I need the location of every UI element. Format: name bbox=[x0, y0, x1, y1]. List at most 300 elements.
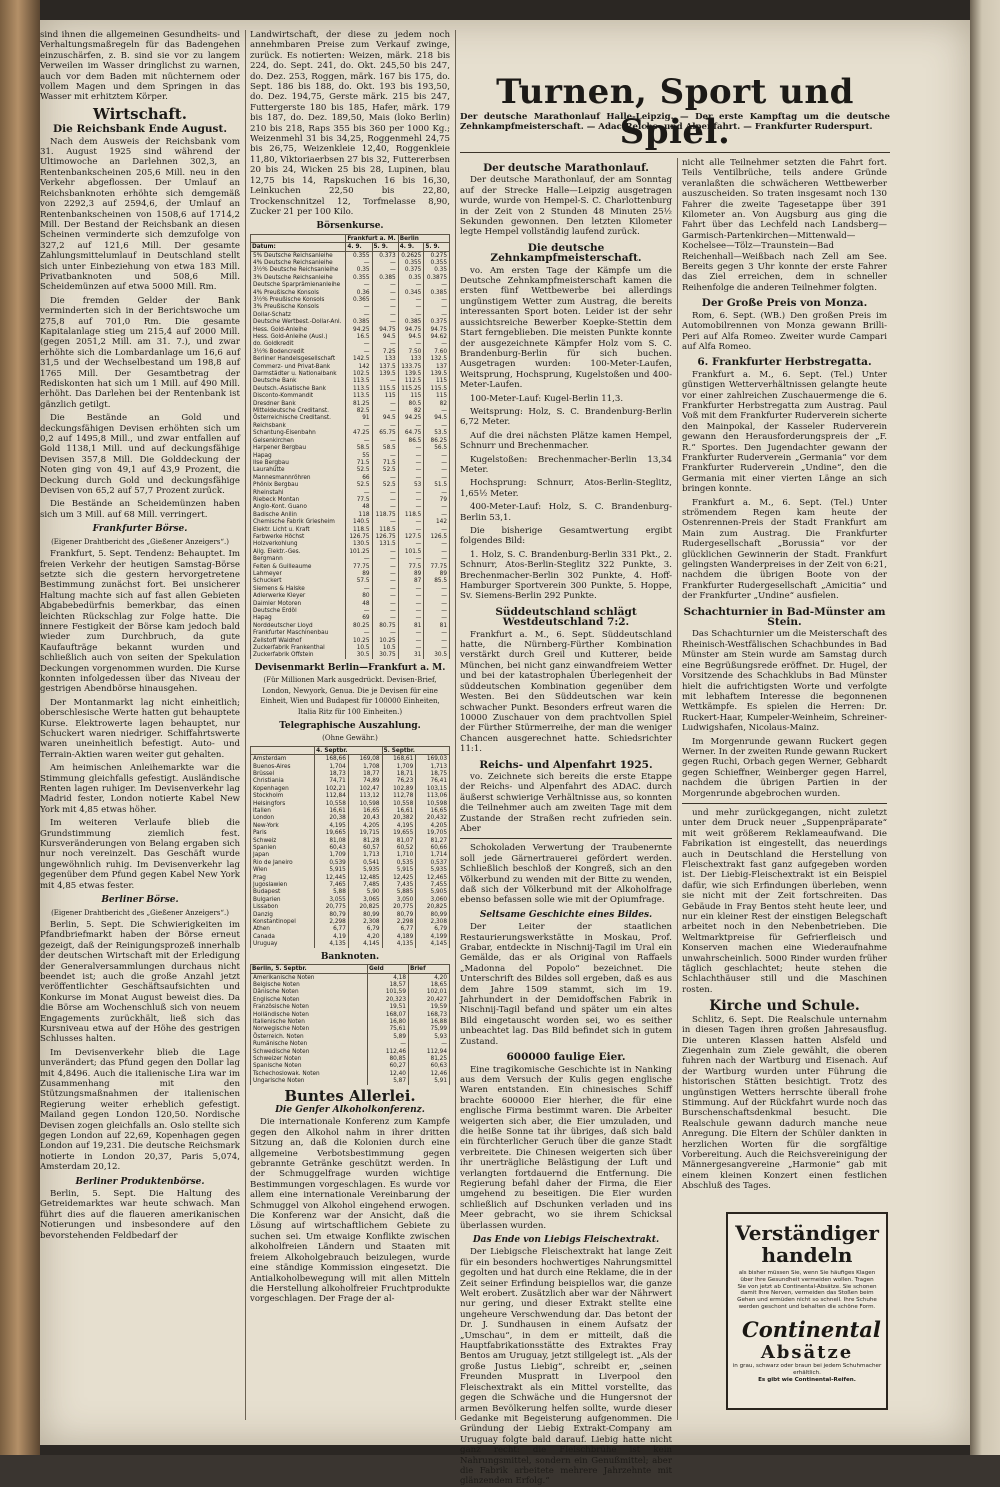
row-value: 132.5 bbox=[424, 355, 450, 362]
row-value: 102,21 bbox=[315, 785, 349, 792]
row-value: 137.5 bbox=[372, 363, 398, 370]
row-label: Uruguay bbox=[251, 940, 315, 947]
row-value: — bbox=[398, 496, 424, 503]
paragraph: Frankfurt a. M., 6. Sept. (Tel.) Unter günstigen Wetterverhältnissen gelangte heute vor einer zahlreichen Zuschauermenge die 6. Frankfurter Herbstregatta zum Austrag. Paul Voß mit dem Frankfurter Ruderverein sicherte den Mainpokal, der Kasseler Ruderverein gewann den Herausforderungspreis der „F. R.“ Sportes. Den Jugendachter gewann der Frankfurter Ruderverein „Germania“ vor dem Frankfurter Ruderverein „Undine“, den die Germania mit einer vierten Länge an sich bringen konnte. bbox=[682, 369, 887, 495]
row-value: 168,66 bbox=[315, 755, 349, 763]
row-value: 4,145 bbox=[348, 940, 382, 947]
row-value: — bbox=[398, 637, 424, 644]
row-value: 94.25 bbox=[346, 326, 372, 333]
row-value: 19,51 bbox=[367, 1003, 408, 1010]
row-value: 0.355 bbox=[346, 251, 372, 259]
paragraph: Der Leiter der staatlichen Restaurierungswerkstätte in Moskau, Prof. Grabar, entdeckte in Nischnij-Tagil im Ural ein Gemälde, das er als Original von Raffaels „Madonna del Popolo“ bezeichnet. Die Unterschrift des Bildes soll ergeben, daß es aus dem Jahre 1509 stammt, sich im 19. Jahrhundert in der Demidoffschen Fabrik in Nischnij-Tagil befand und später um ein altes Bild eingetauscht worden sei, wo es seither unbeachtet lag. Das Bild befindet sich in gutem Zustand. bbox=[460, 922, 672, 1047]
paragraph: Die Bestände an Scheidemünzen haben sich um 3 Mill. auf 68 Mill. verringert. bbox=[40, 499, 240, 520]
row-value: — bbox=[372, 452, 398, 459]
row-value: 3,065 bbox=[348, 896, 382, 903]
headline-produktenboerse: Berliner Produktenbörse. bbox=[75, 1176, 205, 1187]
headline-frankfurter-boerse: Frankfurter Börse. bbox=[92, 524, 188, 535]
row-value: 142 bbox=[424, 518, 450, 525]
row-label: 4% Deutsche Reichsanleihe bbox=[251, 259, 346, 266]
banknoten-table bbox=[250, 964, 450, 1085]
row-value: 82 bbox=[424, 400, 450, 407]
paragraph: Im Devisenverkehr blieb die Lage unverändert; das Pfund gegen den Dollar lag mit 4,8496. Auch die italienische Lira war im Zusammenhang mit den Stützungsmaßnahmen der italienischen Regierung weiter erheblich gefestigt. Mailand gegen London 120,50. Nordische Devisen zogen gleichfalls an. Oslo stellte sich gegen London auf 22,69, Kopenhagen gegen London auf 19,231. Die deutsche Reichsmark notierte in London 20,37, Paris 5,074, Amsterdam 20,12. bbox=[40, 1047, 240, 1173]
row-value: 115.5 bbox=[424, 385, 450, 392]
row-value: 118.5 bbox=[346, 526, 372, 533]
row-label: 3% Deutsche Reichsanleihe bbox=[251, 274, 346, 281]
headline-regatta: 6. Frankfurter Herbstregatta. bbox=[697, 356, 872, 369]
row-value: 1,714 bbox=[416, 851, 450, 858]
row-value: — bbox=[398, 281, 424, 288]
row-value: 6,79 bbox=[348, 925, 382, 932]
row-value: 79 bbox=[424, 496, 450, 503]
row-value: 56.5 bbox=[424, 444, 450, 451]
row-value: 137 bbox=[424, 363, 450, 370]
row-value: 77.5 bbox=[398, 563, 424, 570]
paragraph: 1. Holz, S. C. Brandenburg-Berlin 331 Pkt., 2. Schnurr, Atos-Berlin-Steglitz 322 Punkte, 3. Brechenmacher-Berlin 302 Punkte, 4. Hoff-Hamburger Sportverein 300 Punkte, 5. Hoppe, Sv. Siemens-Berlin 292 Punkte. bbox=[460, 549, 672, 602]
row-value: 113.5 bbox=[346, 385, 372, 392]
row-label: Mitteldeutsche Creditanst. bbox=[251, 407, 346, 414]
row-value: 139.5 bbox=[398, 370, 424, 377]
row-value: 47.25 bbox=[346, 429, 372, 436]
table-note: (Für Millionen Mark ausgedrückt. Devisen-Brief, London, Newyork, Genua. Die je Devisen für eine Einheit, Wien und Budapest für 100000 Einheiten, Italia Ritz für 100 Einheiten.) bbox=[260, 676, 440, 716]
table-header: 4. 9. bbox=[398, 243, 424, 251]
row-value: — bbox=[408, 1040, 449, 1047]
row-value: — bbox=[398, 607, 424, 614]
column-rule bbox=[245, 30, 246, 1420]
row-value: 94.5 bbox=[424, 414, 450, 421]
row-value: 20,825 bbox=[416, 903, 450, 910]
row-value: 20,825 bbox=[348, 903, 382, 910]
row-value: 1,709 bbox=[315, 851, 349, 858]
row-label: 4% Preußische Konsols bbox=[251, 289, 346, 296]
row-value: 0.35 bbox=[424, 266, 450, 273]
row-value: 6,79 bbox=[416, 925, 450, 932]
row-value: 5,885 bbox=[382, 888, 416, 895]
row-label: Wien bbox=[251, 866, 315, 873]
book-binding-left bbox=[0, 0, 40, 1455]
row-value: 19,59 bbox=[408, 1003, 449, 1010]
row-label: Darmstädter u. Nationalbank bbox=[251, 370, 346, 377]
paragraph: Im weiteren Verlaufe blieb die Grundstimmung ziemlich fest. Kursveränderungen von Belang ergaben sich nur noch vereinzelt. Das Geschäft wurde ungewöhnlich ruhig. Im Devisenverkehr lag gegenüber dem Pfund gegen Kabel New York mit 4,85 etwas fester. bbox=[40, 818, 240, 891]
row-value: 127.5 bbox=[398, 533, 424, 540]
table-row bbox=[251, 763, 450, 770]
row-value: 76,23 bbox=[382, 777, 416, 784]
table-row bbox=[251, 918, 450, 925]
table-row bbox=[251, 866, 450, 873]
table-title: Devisenmarkt Berlin—Frankfurt a. M. bbox=[254, 662, 446, 673]
row-value: 113.5 bbox=[346, 377, 372, 384]
row-value: 71.5 bbox=[346, 459, 372, 466]
row-value: 0.375 bbox=[398, 266, 424, 273]
table-row bbox=[251, 903, 450, 910]
table-body bbox=[251, 973, 450, 1085]
row-value: 169,08 bbox=[348, 755, 382, 763]
paragraph: Schlitz, 6. Sept. Die Realschule unternahm in diesen Tagen ihren großen Jahresausflug. Die unteren Klassen hatten Alsfeld und Ziegenhain zum Ziele gewählt, die oberen fuhren nach der Wartburg und Eisenach. Auf der Wartburg wurden unter Führung die historischen Stätten besichtigt. Trotz des ungünstigen Wetters herrschte überall frohe Stimmung. Auf der Rückfahrt wurde noch das Burschenschaftsdenkmal besucht. Die Realschule gewann dadurch manche neue Anregung. Die Eltern der Schüler dankten in herzlichen Worten für die sorgfältige Vorbereitung. Auch die Reichsvereinigung der Männergesangvereine „Harmonie“ gab mit einem kleinen Konzert einen festlichen Abschluß des Tages. bbox=[682, 1014, 887, 1192]
row-label: Hapag bbox=[251, 614, 346, 621]
row-label: 3½% Preußische Konsols bbox=[251, 296, 346, 303]
row-value: 7,485 bbox=[348, 881, 382, 888]
row-value: — bbox=[372, 518, 398, 525]
row-value: 101.25 bbox=[346, 548, 372, 555]
row-value: 60,43 bbox=[315, 844, 349, 851]
row-value: 48 bbox=[346, 503, 372, 510]
table-header: Geld bbox=[367, 965, 408, 973]
row-value: — bbox=[372, 474, 398, 481]
row-label: Hapag bbox=[251, 452, 346, 459]
row-label: Italien bbox=[251, 807, 315, 814]
row-value: 12,465 bbox=[416, 874, 450, 881]
row-value: — bbox=[398, 311, 424, 318]
row-value: 133 bbox=[372, 355, 398, 362]
row-label: Budapest bbox=[251, 888, 315, 895]
row-value: 115.5 bbox=[372, 385, 398, 392]
row-value: 81,25 bbox=[408, 1055, 449, 1062]
row-value: — bbox=[424, 600, 450, 607]
row-value: 74,89 bbox=[348, 777, 382, 784]
row-label: Phönix Bergbau bbox=[251, 481, 346, 488]
row-value: 0.375 bbox=[424, 318, 450, 325]
row-value: — bbox=[372, 607, 398, 614]
row-value: 5,915 bbox=[382, 866, 416, 873]
divider bbox=[460, 838, 672, 839]
row-value: 94.75 bbox=[398, 326, 424, 333]
row-value: — bbox=[424, 466, 450, 473]
row-value: 60,63 bbox=[408, 1062, 449, 1069]
headline-schach: Schachturnier in Bad-Münster am Stein. bbox=[683, 605, 886, 629]
intro-paragraph: Landwirtschaft, der diese zu jedem noch annehmbaren Preise zum Verkauf zwinge, zurück. Es notierten: Weizen, märk. 218 bis 224, do. Sept. 241, do. Okt. 245,50 bis 247, do. Dez. 253, Roggen, märk. 167 bis 175, do. Sept. 186 bis 188, do. Okt. 193 bis 193,50, do. Dez. 194,75, Gerste märk. 215 bis 247, Futtergerste 180 bis 185, Hafer, märk. 179 bis 187, do. Dez. 189,50, Mais (loko Berlin) 210 bis 218, Raps 355 bis 360 per 1000 Kg.; Weizenmehl 31 bis 34,25, Roggenmehl 24,75 bis 26,75, Weizenkleie 12,40, Roggenkleie 11,80, Viktoriaerbsen 27 bis 32, Futtererbsen 20 bis 24, Wicken 25 bis 28, Lupinen, blau 12,75 bis 14, Rapskuchen 16 bis 16,30, Leinkuchen 22,50 bis 22,80, Trockenschnitzel 12, Torfmelasse 8,90, Zucker 21 per 100 Kilo. bbox=[250, 30, 450, 217]
row-value: — bbox=[346, 348, 372, 355]
section-title-kirche: Kirche und Schule. bbox=[709, 998, 860, 1015]
row-value: 60,27 bbox=[367, 1062, 408, 1069]
row-label: Deutsche Erdöl bbox=[251, 607, 346, 614]
row-label: Hess. Gold-Anleihe (Ausl.) bbox=[251, 333, 346, 340]
row-value: — bbox=[372, 422, 398, 429]
divider bbox=[682, 803, 887, 804]
row-value: 4,135 bbox=[382, 940, 416, 947]
row-value: — bbox=[398, 489, 424, 496]
row-value: 0.275 bbox=[424, 251, 450, 259]
row-value: 2,298 bbox=[315, 918, 349, 925]
row-value: 118.75 bbox=[372, 511, 398, 518]
paragraph: Auf die drei nächsten Plätze kamen Hempel, Schnurr und Brechenmacher. bbox=[460, 430, 672, 452]
row-value: — bbox=[367, 1040, 408, 1047]
row-value: 112.5 bbox=[398, 377, 424, 384]
row-value: 168,61 bbox=[382, 755, 416, 763]
row-value: 6,77 bbox=[382, 925, 416, 932]
row-value: 20,775 bbox=[382, 903, 416, 910]
row-value: 10,598 bbox=[416, 800, 450, 807]
row-value: 0.365 bbox=[346, 296, 372, 303]
row-label: Allg. Elektr.-Ges. bbox=[251, 548, 346, 555]
paragraph: Die internationale Konferenz zum Kampfe gegen den Alkohol nahm in ihrer dritten Sitzung an, daß die Kolonien durch eine allgemeine Verbotsbestimmung gegen gebrannte Getränke geschützt werden. In der Schmuggelfrage wurden wichtige Bestimmungen vorgeschlagen. Es wurde vor allem eine internationale Vereinbarung der Schmuggel von Alkohol eingehend erwogen. Die Konferenz war der Ansicht, daß die Lösung auf wirtschaftlichem Gebiete zu suchen sei. Um etwaige Konflikte zwischen alkoholfreien Ländern und Staaten mit freiem Alkoholgebrauch beizulegen, wurde eine ständige Kommission eingesetzt. Die Antialkoholbewegung will mit allen Mitteln die Herstellung alkoholfreier Fruchtprodukte vorgeschlagen. Der Frage der al- bbox=[250, 1117, 450, 1305]
sport-lead: Der deutsche Marathonlauf Halle-Leipzig. — Der erste Kampftag um die deutsche Zehnkampfmeisterschaft. — Adac-Reichs- und Alpenfahrt. — Frankfurter Ruderspurt. bbox=[460, 112, 890, 133]
row-value: — bbox=[424, 503, 450, 510]
table-row bbox=[251, 933, 450, 940]
row-value: — bbox=[346, 629, 372, 636]
column-boersenkurse bbox=[250, 30, 450, 1420]
row-value: 112,94 bbox=[408, 1048, 449, 1055]
row-value: 0.385 bbox=[398, 318, 424, 325]
paragraph: Am heimischen Anleihemarkte war die Stimmung gleichfalls gefestigt. Ausländische Renten lagen ruhiger. Im Devisenverkehr lag Madrid fester, London notierte Kabel New York mit 4,85 etwas höher. bbox=[40, 763, 240, 815]
row-value: 75,99 bbox=[408, 1025, 449, 1032]
row-value: — bbox=[398, 422, 424, 429]
row-value: 18,73 bbox=[315, 770, 349, 777]
paragraph: nicht alle Teilnehmer setzten die Fahrt fort. Teils Ventilbrüche, teils andere Gründe veranlaßten die schwächeren Wettbewerber auszuscheiden. So traten insgesamt noch 130 Fahrer die zweite Tagesetappe über 391 Kilometer an. Von Augsburg aus ging die Fahrt über das Lechfeld nach Landsberg—Garmisch-Partenkirchen—Mittenwald—Kochelsee—Tölz—Traunstein—Bad Reichenhall—Weißbach nach Zell am See. Bereits gegen 3 Uhr konnte der erste Fahrer das Ziel erreichen, dem in schneller Reihenfolge die anderen Teilnehmer folgten. bbox=[682, 158, 887, 293]
table-header: Frankfurt a. M. bbox=[346, 234, 398, 242]
row-value: 82.5 bbox=[346, 407, 372, 414]
row-value: — bbox=[372, 318, 398, 325]
row-value: — bbox=[398, 452, 424, 459]
paragraph: Die Bestände an Gold und deckungsfähigen Devisen erhöhten sich um 0,2 auf 1495,8 Mill., und zwar entfallen auf Gold 1138,1 Mill. und auf deckungsfähige Devisen 357,8 Mill. Die Golddeckung der Noten ging von 49,1 auf 43,9 Prozent, die Deckung durch Gold und deckungsfähige Devisen von 65,2 auf 57,7 Prozent zurück. bbox=[40, 413, 240, 497]
row-value: — bbox=[372, 340, 398, 347]
next-page-edge bbox=[970, 0, 1000, 1455]
row-value: 115.25 bbox=[398, 385, 424, 392]
row-value: — bbox=[424, 540, 450, 547]
row-value: 5,90 bbox=[348, 888, 382, 895]
row-value: — bbox=[372, 496, 398, 503]
table-row bbox=[251, 651, 450, 658]
row-value: 0,537 bbox=[416, 859, 450, 866]
headline-eier: 600000 faulige Eier. bbox=[506, 1051, 626, 1064]
row-value: 115 bbox=[398, 392, 424, 399]
row-label: Zuckerfabrik Offstein bbox=[251, 651, 346, 658]
row-value: 60,52 bbox=[382, 844, 416, 851]
row-label: Ilse Bergbau bbox=[251, 459, 346, 466]
row-value: 102,01 bbox=[408, 988, 449, 995]
row-value: 130.5 bbox=[346, 540, 372, 547]
row-label: Holländische Noten bbox=[251, 1011, 368, 1018]
row-value: 89 bbox=[346, 570, 372, 577]
row-value: 20,427 bbox=[408, 996, 449, 1003]
row-value: — bbox=[372, 489, 398, 496]
row-value: 18,75 bbox=[416, 770, 450, 777]
sport-section-title: Turnen, Sport und Spiel. bbox=[496, 72, 854, 152]
row-value: — bbox=[372, 592, 398, 599]
row-label: Farbwerke Höchst bbox=[251, 533, 346, 540]
row-value: — bbox=[346, 311, 372, 318]
row-value: 16,80 bbox=[367, 1018, 408, 1025]
row-label: Lahmeyer bbox=[251, 570, 346, 577]
row-value: 7,465 bbox=[315, 881, 349, 888]
row-value: 74,71 bbox=[315, 777, 349, 784]
table-row bbox=[251, 837, 450, 844]
row-value: — bbox=[346, 259, 372, 266]
row-value: 101.5 bbox=[398, 548, 424, 555]
row-label: Paris bbox=[251, 829, 315, 836]
row-value: 81 bbox=[424, 622, 450, 629]
row-value: 0,541 bbox=[348, 859, 382, 866]
row-value: 20,432 bbox=[416, 814, 450, 821]
row-label: Schwedische Noten bbox=[251, 1048, 368, 1055]
row-value: 20,382 bbox=[382, 814, 416, 821]
row-value: — bbox=[424, 511, 450, 518]
row-label: Italienische Noten bbox=[251, 1018, 368, 1025]
row-value: — bbox=[346, 340, 372, 347]
table-header: Berlin, 5. Septbr. bbox=[251, 965, 368, 973]
row-value: — bbox=[346, 585, 372, 592]
row-value: — bbox=[398, 518, 424, 525]
paragraph: vo. Zeichnete sich bereits die erste Etappe der Reichs- und Alpenfahrt des ADAC. durch äußerst schwierige Verhältnisse aus, so konnten die Teilnehmer auch am zweiten Tage mit dem Zustande der Straßen recht zufrieden sein. Aber bbox=[460, 771, 672, 834]
row-label: Mannesmannröhren bbox=[251, 474, 346, 481]
row-value: 126.75 bbox=[346, 533, 372, 540]
headline-berliner-boerse: Berliner Börse. bbox=[101, 895, 179, 906]
row-value: 53 bbox=[398, 481, 424, 488]
row-label: Reichsbank bbox=[251, 422, 346, 429]
row-value: 0.373 bbox=[372, 251, 398, 259]
row-value: — bbox=[372, 555, 398, 562]
paragraph: Die fremden Gelder der Bank verminderten sich in der Berichtswoche um 275,8 auf 701,0 Rm. Die gesamte Kapitalanlage stieg um 215,4 auf 2000 Mill. (gegen 2051,2 Mill. am 31. 7.), und zwar erhöhte sich die Lombardanlage um 16,6 auf 31,5 und der Wechselbestand um 198,8 auf 1765 Mill. Der Gesamtbetrag der Rediskonten hat sich um 1 Mill. auf 490 Mill. erhöht. Das Darlehen bei der Rentenbank ist gänzlich getilgt. bbox=[40, 295, 240, 410]
row-value: — bbox=[372, 407, 398, 414]
row-label: Deutsche Sparprämienanleihe bbox=[251, 281, 346, 288]
row-label: Schantung-Eisenbahn bbox=[251, 429, 346, 436]
ad-headline: Verständiger bbox=[735, 1221, 879, 1245]
row-value: — bbox=[398, 592, 424, 599]
row-value: 52.5 bbox=[346, 481, 372, 488]
headline-zehnkampf: Die deutsche Zehnkampfmeisterschaft. bbox=[490, 241, 642, 265]
row-value: 0.36 bbox=[346, 289, 372, 296]
row-value: — bbox=[424, 474, 450, 481]
row-value: 81,28 bbox=[348, 837, 382, 844]
row-label: Adlerwerke Kleyer bbox=[251, 592, 346, 599]
row-label: Daimler Motoren bbox=[251, 600, 346, 607]
row-value: 30.75 bbox=[372, 651, 398, 658]
paragraph: Kugelstoßen: Brechenmacher-Berlin 13,34 Meter. bbox=[460, 454, 672, 475]
table-row bbox=[251, 822, 450, 829]
row-value: — bbox=[372, 503, 398, 510]
row-value: 139.5 bbox=[372, 370, 398, 377]
row-value: — bbox=[398, 526, 424, 533]
row-value: 0.355 bbox=[398, 259, 424, 266]
paragraph: Der deutsche Marathonlauf, der am Sonntag auf der Strecke Halle—Leipzig ausgetragen wurde, wurde von Hempel-S. C. Charlottenburg in der Zeit von 2 Stunden 48 Minuten 25½ Sekunden gewonnen. Den letzten Kilometer legte Hempel vollständig laufend zurück. bbox=[460, 175, 672, 238]
row-label: Danzig bbox=[251, 911, 315, 918]
row-value: 4,20 bbox=[348, 933, 382, 940]
row-value: 19,715 bbox=[348, 829, 382, 836]
row-value: — bbox=[424, 296, 450, 303]
row-value: 75,61 bbox=[367, 1025, 408, 1032]
row-value: — bbox=[372, 400, 398, 407]
row-value: 101,59 bbox=[367, 988, 408, 995]
row-value: 80.5 bbox=[398, 400, 424, 407]
headline-liebig: Das Ende von Liebigs Fleischextrakt. bbox=[472, 1235, 660, 1245]
row-value: 71.5 bbox=[372, 459, 398, 466]
row-value: 126.5 bbox=[424, 533, 450, 540]
row-value: 3,055 bbox=[315, 896, 349, 903]
row-label: Amerikanische Noten bbox=[251, 973, 368, 981]
byline: (Eigener Drahtbericht des „Gießener Anzeigers“.) bbox=[51, 537, 229, 546]
row-value: 3,060 bbox=[416, 896, 450, 903]
row-value: 20,323 bbox=[367, 996, 408, 1003]
row-label: Schweizer Noten bbox=[251, 1055, 368, 1062]
row-label: Spanische Noten bbox=[251, 1062, 368, 1069]
row-value: — bbox=[372, 548, 398, 555]
table-title: Banknoten. bbox=[320, 951, 380, 962]
row-value: 80,79 bbox=[382, 911, 416, 918]
row-value: 81,27 bbox=[416, 837, 450, 844]
row-value: — bbox=[424, 637, 450, 644]
row-value: — bbox=[398, 644, 424, 651]
table-row bbox=[251, 940, 450, 947]
row-value: 113.5 bbox=[346, 392, 372, 399]
row-value: 60,66 bbox=[416, 844, 450, 851]
row-label: Rio de Janeiro bbox=[251, 859, 315, 866]
row-value: 81 bbox=[398, 622, 424, 629]
row-value: — bbox=[398, 540, 424, 547]
row-value: — bbox=[424, 340, 450, 347]
ad-body-text: als bisher müssen Sie, wenn Sie häufiges Klagen über Ihre Gesundheit vermeiden wollen. Tragen Sie von jetzt ab Continental-Absätze. Sie schonen damit Ihre Nerven, vermeiden das Stoßen beim Gehen und ermüden nicht so schnell. Ihre Schuhe werden geschont und behalten die schöne Form. bbox=[737, 1270, 877, 1310]
row-label: Gelsenkirchen bbox=[251, 437, 346, 444]
row-value: 2,308 bbox=[416, 918, 450, 925]
paragraph: Eine tragikomische Geschichte ist in Nanking aus dem Versuch der Kulis gegen englische Waren entstanden. Ein chinesisches Schiff brachte 600000 Eier hierher, die für eine englische Firma bestimmt waren. Die Arbeiter weigerten sich aber, die Eier umzuladen, und die heiße Sonne tat ihr übriges, daß sich bald ein fürchterlicher Geruch über die ganze Stadt verbreitete. Die Chinesen weigerten sich über ihr unerträgliche Belästigung der Luft und verlangten fortdauernd die Entfernung. Die Regierung befahl daher der Firma, die Eier umgehend zu beseitigen. Die Eier wurden schließlich auf Dschunken verladen und ins Meer gebracht, wo sie ihrem Schicksal überlassen wurden. bbox=[460, 1064, 672, 1231]
row-value: — bbox=[424, 459, 450, 466]
row-label: Prag bbox=[251, 874, 315, 881]
row-label: Lissabon bbox=[251, 903, 315, 910]
row-value: 0.3875 bbox=[424, 274, 450, 281]
row-value: 18,57 bbox=[367, 981, 408, 988]
row-value: — bbox=[372, 266, 398, 273]
row-value: 115 bbox=[424, 392, 450, 399]
row-label: 5% Deutsche Reichsanleihe bbox=[251, 251, 346, 259]
row-value: 168,73 bbox=[408, 1011, 449, 1018]
paragraph: Frankfurt a. M., 6. Sept. (Tel.) Unter strömendem Regen kam heute der Ostenrennen-Preis der Stadt Frankfurt am Main zum Austrag. Die Frankfurter Rudergesellschaft „Borussia“ vor der glücklichen Gewinnerin der Stadt. Frankfurt gelingsten Wanderpreises in der Zeit von 6:21, nachdem die übrigen Boote von der Frankfurter Rudergesellschaft „Amicitia“ und der Frankfurter „Undine“ ausfielen. bbox=[682, 497, 887, 602]
row-value: 18,71 bbox=[382, 770, 416, 777]
row-value: 12,425 bbox=[382, 874, 416, 881]
row-value: 81,07 bbox=[382, 837, 416, 844]
row-value: — bbox=[372, 281, 398, 288]
row-value: 16,61 bbox=[315, 807, 349, 814]
row-label: Harpener Bergbau bbox=[251, 444, 346, 451]
row-label: Zellstoff Waldhof bbox=[251, 637, 346, 644]
row-label: Rheinstahl bbox=[251, 489, 346, 496]
table-header: 5. 9. bbox=[372, 243, 398, 251]
row-value: 30.5 bbox=[424, 651, 450, 658]
row-value: 10.5 bbox=[372, 644, 398, 651]
row-value: 66 bbox=[346, 474, 372, 481]
row-value: 7,435 bbox=[382, 881, 416, 888]
paragraph: vo. Am ersten Tage der Kämpfe um die Deutsche Zehnkampfmeisterschaft kamen die ersten fünf Wettbewerbe bei allerdings ungünstigem Wetter zum Austrag, die bereits interessanten Sport boten. Leider ist der sehr aussichtsreiche Bewerber Koepke-Stettin dem Start ferngeblieben. Die meisten Punkte konnte der ausgezeichnete Kämpfer Holz vom S. C. Brandenburg-Berlin für sich buchen. Ausgetragen wurden: 100-Meter-Laufen, Weitsprung, Hochsprung, Kugelstoßen und 400-Meter-Laufen. bbox=[460, 265, 672, 391]
row-value: 16.5 bbox=[346, 333, 372, 340]
row-label: Berliner Handelsgesellschaft bbox=[251, 355, 346, 362]
row-label: Rumänische Noten bbox=[251, 1040, 368, 1047]
row-label: Französische Noten bbox=[251, 1003, 368, 1010]
row-value: 82 bbox=[398, 407, 424, 414]
row-value: 19,705 bbox=[416, 829, 450, 836]
row-value: 4,205 bbox=[348, 822, 382, 829]
table-row bbox=[251, 1077, 450, 1084]
headline-monza: Der Große Preis von Monza. bbox=[701, 297, 868, 310]
row-value: — bbox=[372, 577, 398, 584]
row-value: 102,89 bbox=[382, 785, 416, 792]
row-value: 10,598 bbox=[348, 800, 382, 807]
row-value: 5,93 bbox=[408, 1033, 449, 1040]
row-value: 0.35 bbox=[346, 266, 372, 273]
row-value: — bbox=[372, 311, 398, 318]
row-value: — bbox=[398, 585, 424, 592]
paragraph: Frankfurt a. M., 6. Sept. Süddeutschland hatte, die Nürnberg-Fürther Kombination verstärkt durch Greil und Kutterer, beide München, bei nicht ganz einwandfreiem Wetter und bei der katastrophalen Überlegenheit der süddeutschen Kombination gegenüber dem Westen. Bei den Süddeutschen war kein schwacher Punkt. Besonders erfreut waren die 10000 Zuschauer von dem prachtvollen Spiel der Fürther Stürmerreihe, der man die weniger Chancen ausgerechnet hatte. Schiedsrichter 11:1. bbox=[460, 629, 672, 755]
row-value: 80.75 bbox=[372, 622, 398, 629]
table-row bbox=[251, 881, 450, 888]
row-value: 5,935 bbox=[348, 866, 382, 873]
row-value: 80,99 bbox=[348, 911, 382, 918]
table-row bbox=[251, 859, 450, 866]
row-value: — bbox=[372, 289, 398, 296]
row-value: — bbox=[372, 563, 398, 570]
row-value: — bbox=[398, 340, 424, 347]
row-value: 0.385 bbox=[372, 274, 398, 281]
row-value: 4,195 bbox=[382, 822, 416, 829]
row-value: — bbox=[398, 303, 424, 310]
row-value: — bbox=[424, 614, 450, 621]
row-value: 115 bbox=[424, 377, 450, 384]
row-value: 31 bbox=[398, 651, 424, 658]
